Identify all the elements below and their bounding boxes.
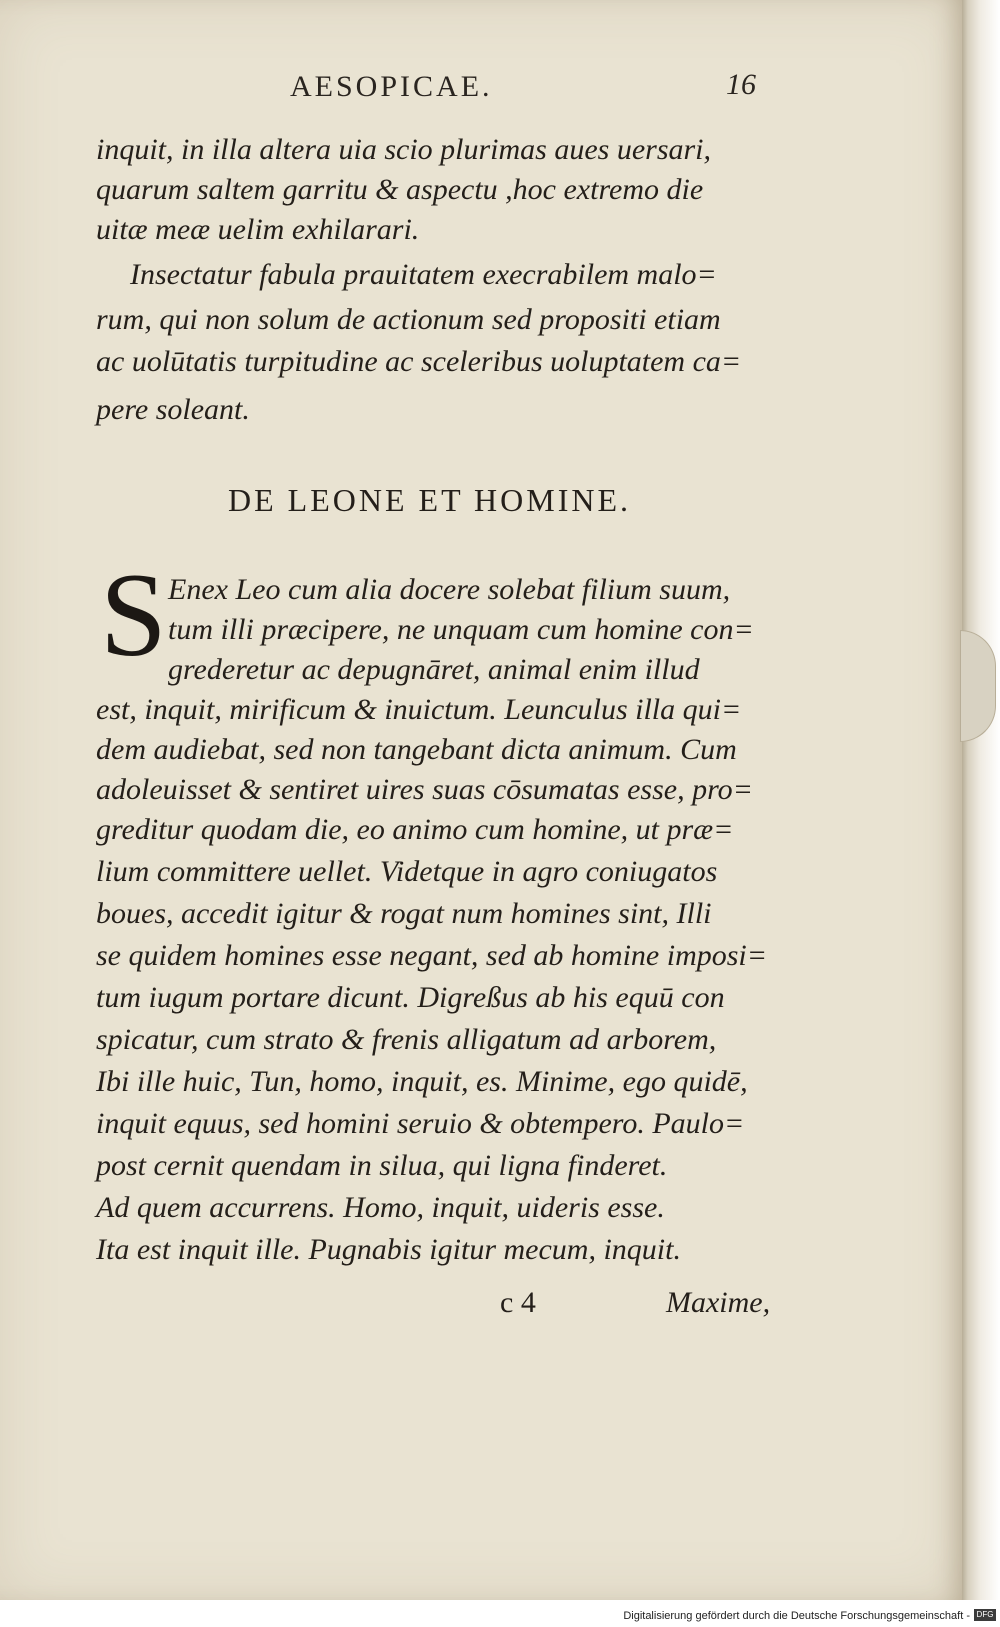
text-line: pere soleant. bbox=[96, 393, 250, 426]
page-number: 16 bbox=[726, 68, 756, 101]
text-line: rum, qui non solum de actionum sed propositi etiam bbox=[96, 303, 721, 336]
text-line: tum iugum portare dicunt. Digreßus ab his equū con bbox=[96, 981, 725, 1014]
catchword: Maxime, bbox=[666, 1286, 771, 1319]
text-line: inquit equus, sed homini seruio & obtempero. Paulo= bbox=[96, 1107, 745, 1140]
signature-mark: c 4 bbox=[500, 1286, 536, 1319]
text-line: est, inquit, mirificum & inuictum. Leunculus illa qui= bbox=[96, 693, 742, 726]
text-line: Ita est inquit ille. Pugnabis igitur mecum, inquit. bbox=[96, 1233, 681, 1266]
text-line: Enex Leo cum alia docere solebat filium suum, bbox=[168, 573, 731, 606]
drop-cap-initial: S bbox=[100, 548, 167, 681]
text-line: tum illi præcipere, ne unquam cum homine con= bbox=[168, 613, 754, 646]
section-title: DE LEONE ET HOMINE. bbox=[228, 482, 632, 518]
footer-text: Digitalisierung gefördert durch die Deutsche Forschungsgemeinschaft - bbox=[623, 1610, 970, 1622]
digitization-footer bbox=[600, 1604, 1000, 1626]
running-head: AESOPICAE. bbox=[290, 70, 493, 103]
text-line: post cernit quendam in silua, qui ligna finderet. bbox=[96, 1149, 668, 1182]
text-line: Ibi ille huic, Tun, homo, inquit, es. Minime, ego quidē, bbox=[96, 1065, 748, 1098]
text-line: greditur quodam die, eo animo cum homine, ut præ= bbox=[96, 813, 734, 846]
text-line: boues, accedit igitur & rogat num homines sint, Illi bbox=[96, 897, 712, 930]
text-line: spicatur, cum strato & frenis alligatum ad arborem, bbox=[96, 1023, 717, 1056]
text-line: inquit, in illa altera uia scio plurimas aues uersari, bbox=[96, 133, 712, 166]
text-line: adoleuisset & sentiret uires suas cōsumatas esse, pro= bbox=[96, 773, 753, 806]
text-line: Ad quem accurrens. Homo, inquit, uideris esse. bbox=[96, 1191, 665, 1224]
text-line: dem audiebat, sed non tangebant dicta animum. Cum bbox=[96, 733, 737, 766]
text-line: ac uolūtatis turpitudine ac sceleribus uoluptatem ca= bbox=[96, 345, 742, 378]
text-line: quarum saltem garritu & aspectu ,hoc extremo die bbox=[96, 173, 704, 206]
text-line: Insectatur fabula prauitatem execrabilem malo= bbox=[130, 258, 717, 291]
text-line: lium committere uellet. Videtque in agro coniugatos bbox=[96, 855, 718, 888]
text-line: se quidem homines esse negant, sed ab homine imposi= bbox=[96, 939, 767, 972]
text-line: uitæ meæ uelim exhilarari. bbox=[96, 213, 420, 246]
dfg-logo: DFG bbox=[974, 1609, 996, 1621]
page-edge bbox=[962, 0, 1000, 1600]
text-line: grederetur ac depugnāret, animal enim illud bbox=[168, 653, 700, 686]
